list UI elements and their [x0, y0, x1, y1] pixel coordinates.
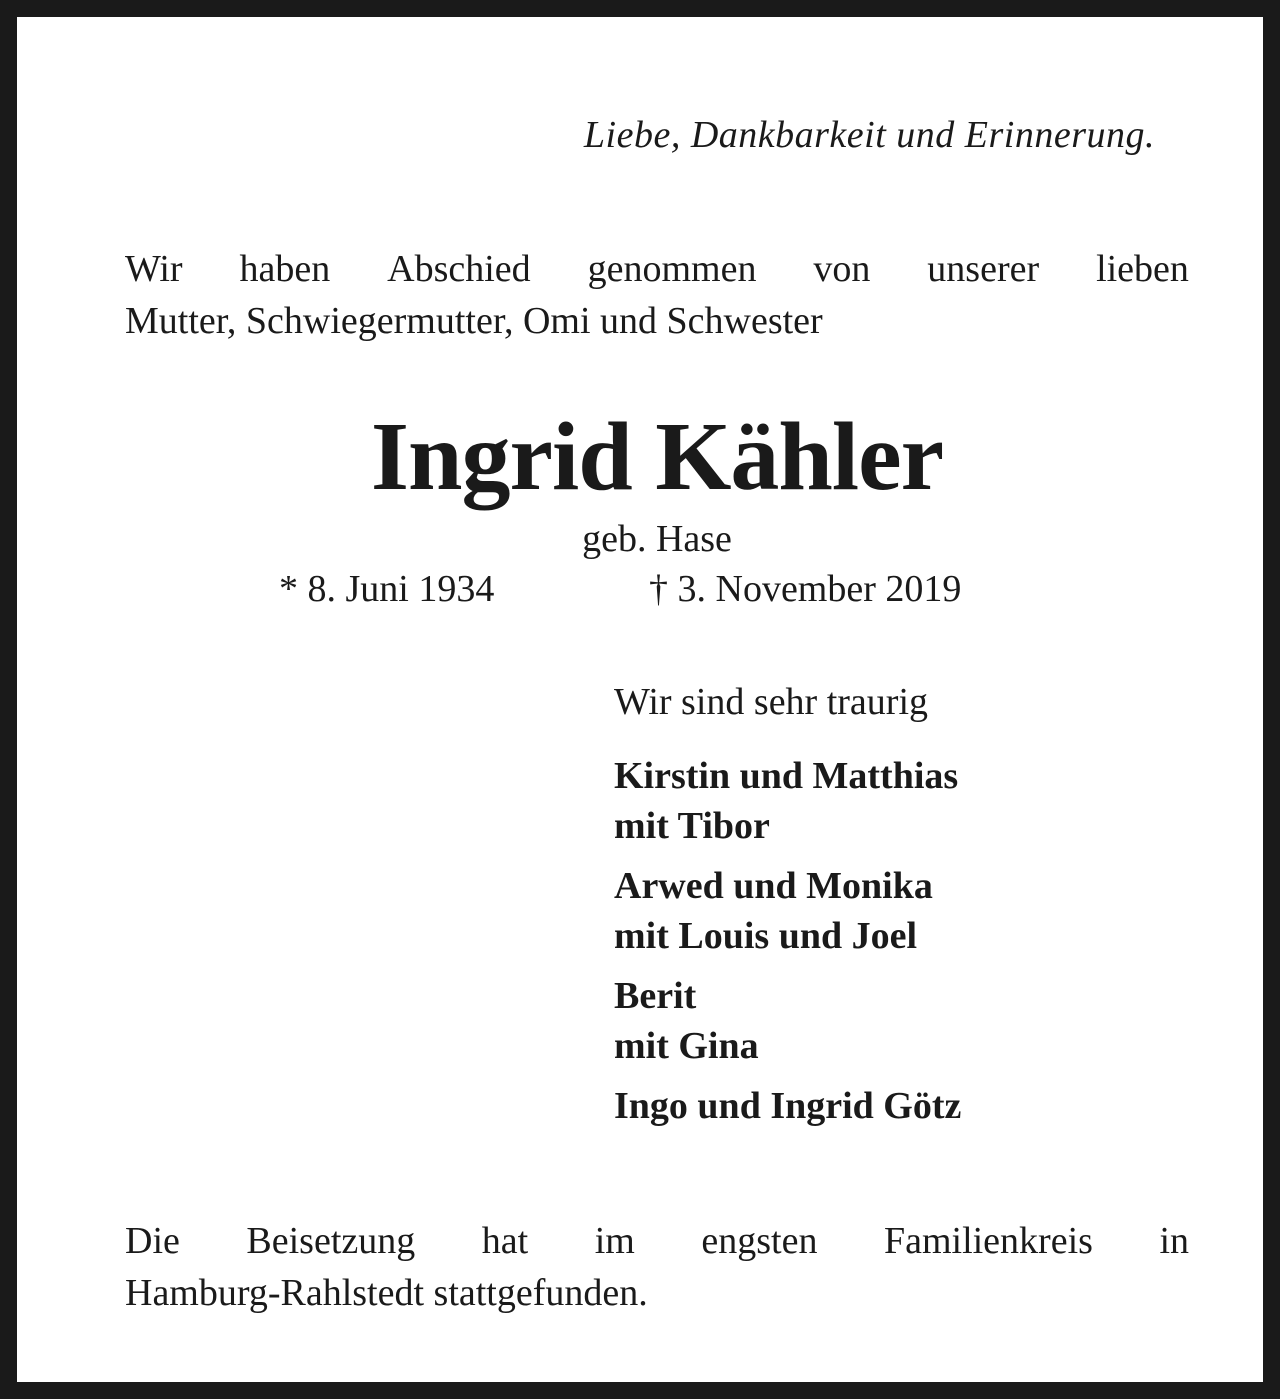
closing-word: im — [594, 1220, 635, 1262]
closing-word: Die — [125, 1220, 180, 1262]
closing-word: Familienkreis — [883, 1220, 1093, 1262]
intro-line-2: Mutter, Schwiegermutter, Omi und Schwester — [125, 300, 823, 342]
death-date: † 3. November 2019 — [649, 568, 962, 610]
intro-word: Abschied — [387, 248, 531, 290]
intro-word: unserer — [927, 248, 1040, 290]
mourner-group — [614, 751, 958, 851]
mourner-children: mit Louis und Joel — [614, 915, 918, 957]
intro-line-1 — [125, 243, 1189, 295]
mourner-group — [614, 1081, 961, 1131]
mourner-names: Arwed und Monika — [614, 865, 933, 907]
mourner-names: Kirstin und Matthias — [614, 755, 959, 797]
intro-word: lieben — [1096, 248, 1189, 290]
deceased-name: Ingrid Kähler — [370, 403, 944, 511]
mourner-group — [614, 971, 759, 1071]
intro-word: Wir — [125, 248, 183, 290]
closing-line-2: Hamburg-Rahlstedt stattgefunden. — [125, 1272, 648, 1314]
mourner-group — [614, 861, 933, 961]
intro-word: haben — [239, 248, 331, 290]
mourner-children: mit Tibor — [614, 805, 770, 847]
intro-word: von — [813, 248, 871, 290]
birth-date: * 8. Juni 1934 — [279, 568, 495, 610]
intro-word: genommen — [587, 248, 757, 290]
mourner-names: Ingo und Ingrid Götz — [614, 1085, 962, 1127]
closing-word: in — [1159, 1220, 1189, 1262]
closing-word: Beisetzung — [246, 1220, 416, 1262]
closing-word: engsten — [701, 1220, 818, 1262]
closing-word: hat — [481, 1220, 529, 1262]
motto: Liebe, Dankbarkeit und Erinnerung. — [583, 114, 1155, 156]
closing-line-1 — [125, 1215, 1189, 1267]
mourners-intro: Wir sind sehr traurig — [614, 681, 929, 723]
mourner-names: Berit — [614, 975, 697, 1017]
maiden-name: geb. Hase — [582, 518, 732, 560]
mourner-children: mit Gina — [614, 1025, 759, 1067]
